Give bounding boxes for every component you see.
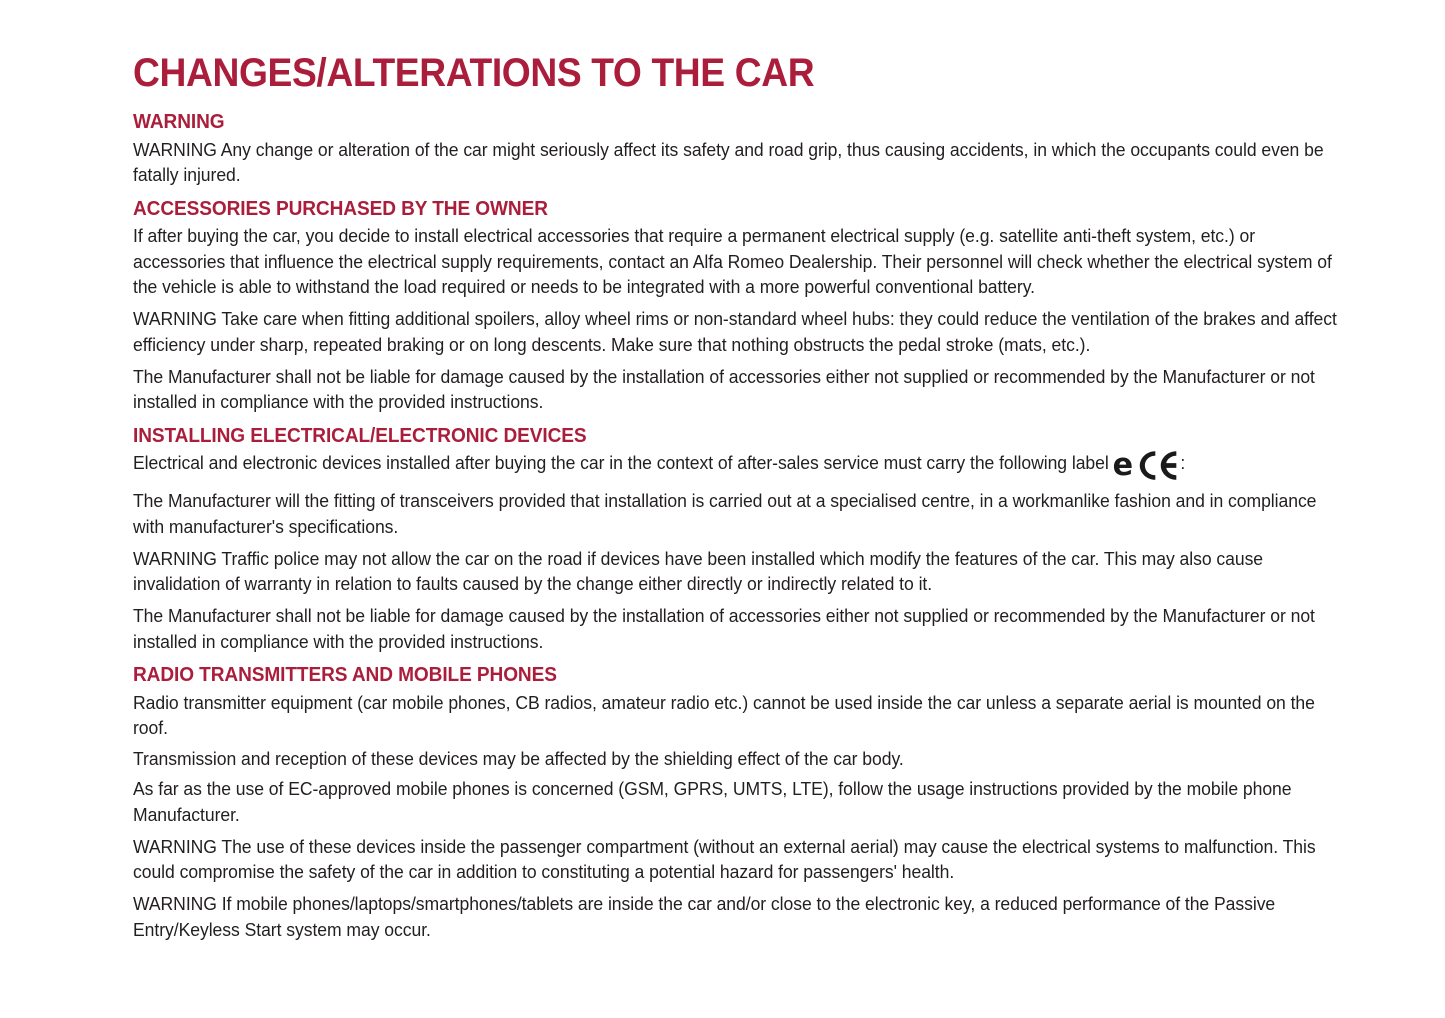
e-mark-icon: e (1112, 447, 1133, 484)
page-title: CHANGES/ALTERATIONS TO THE CAR (133, 51, 815, 95)
paragraph-accessories-electrical-supply: If after buying the car, you decide to install electrical accessories that require a permanent electrical supply (e.g. satellite anti-theft system, etc.) or accessories that influence the electrical supply requirements, contact an Alfa Romeo Dealership. Their personnel will check whether the electrical system of the vehicle is able to withstand the load required or needs to be integrated with a more powerful conventional battery. (133, 225, 1332, 298)
paragraph-warning-general: WARNING Any change or alteration of the car might seriously affect its safety and road grip, thus causing accidents, in which the occupants could even be fatally injured. (133, 138, 1324, 186)
paragraph-accessories-spoilers-warning: WARNING Take care when fitting additional spoilers, alloy wheel rims or non-standard wheel hubs: they could reduce the ventilation of the brakes and affect efficiency under sharp, repeated braking or on long descents. Make sure that nothing obstructs the pedal stroke (mats, etc.). (133, 308, 1337, 355)
paragraph-passive-entry-warning: WARNING If mobile phones/laptops/smartphones/tablets are inside the car and/or close to the electronic key, a reduced performance of the Passive Entry/Keyless Start system may occur. (133, 893, 1276, 940)
paragraph-transceivers: The Manufacturer will the fitting of transceivers provided that installation is carried out at a specialised centre, in a workmanlike fashion and in compliance with manufacturer's specifications. (133, 490, 1317, 537)
section-heading-accessories-purchased-by-the-owner: ACCESSORIES PURCHASED BY THE OWNER (133, 196, 548, 220)
paragraph-ec-approved-mobile-phones: As far as the use of EC-approved mobile phones is concerned (GSM, GPRS, UMTS, LTE), follow the usage instructions provided by the mobile phone Manufacturer. (133, 778, 1292, 825)
paragraph-traffic-police-warning: WARNING Traffic police may not allow the car on the road if devices have been installed which modify the features of the car. This may also cause invalidation of warranty in relation to faults caused by the change either directly or indirectly related to it. (133, 547, 1264, 595)
ce-mark-icon (1137, 450, 1179, 481)
paragraph-radio-transmitter-equipment: Radio transmitter equipment (car mobile phones, CB radios, amateur radio etc.) cannot be used inside the car unless a separate aerial is mounted on the roof. (133, 691, 1315, 739)
paragraph-device-label-text: Electrical and electronic devices installed after buying the car in the context of after-sales service must carry the following label (133, 452, 1109, 474)
paragraph-transmission-reception: Transmission and reception of these devices may be affected by the shielding effect of the car body. (133, 747, 904, 769)
paragraph-accessories-liability: The Manufacturer shall not be liable for damage caused by the installation of accessories either not supplied or recommended by the Manufacturer or not installed in compliance with the provided instructions. (133, 365, 1315, 413)
paragraph-devices-liability: The Manufacturer shall not be liable for damage caused by the installation of accessories either not supplied or recommended by the Manufacturer or not installed in compliance with the provided instructions. (133, 605, 1315, 652)
paragraph-device-label (133, 447, 1346, 484)
paragraph-device-label-colon: : (1180, 452, 1186, 474)
section-heading-installing-electrical-electronic-devices: INSTALLING ELECTRICAL/ELECTRONIC DEVICES (133, 423, 587, 447)
section-heading-radio-transmitters-and-mobile-phones: RADIO TRANSMITTERS AND MOBILE PHONES (133, 663, 557, 687)
approval-marks (1112, 447, 1180, 484)
page-content (133, 52, 1345, 942)
paragraph-devices-passenger-compartment-warning: WARNING The use of these devices inside the passenger compartment (without an external aerial) may cause the electrical systems to malfunction. This could compromise the safety of the car in addition to constituting a potential hazard for passengers' health. (133, 835, 1316, 883)
section-heading-warning: WARNING (133, 110, 225, 133)
